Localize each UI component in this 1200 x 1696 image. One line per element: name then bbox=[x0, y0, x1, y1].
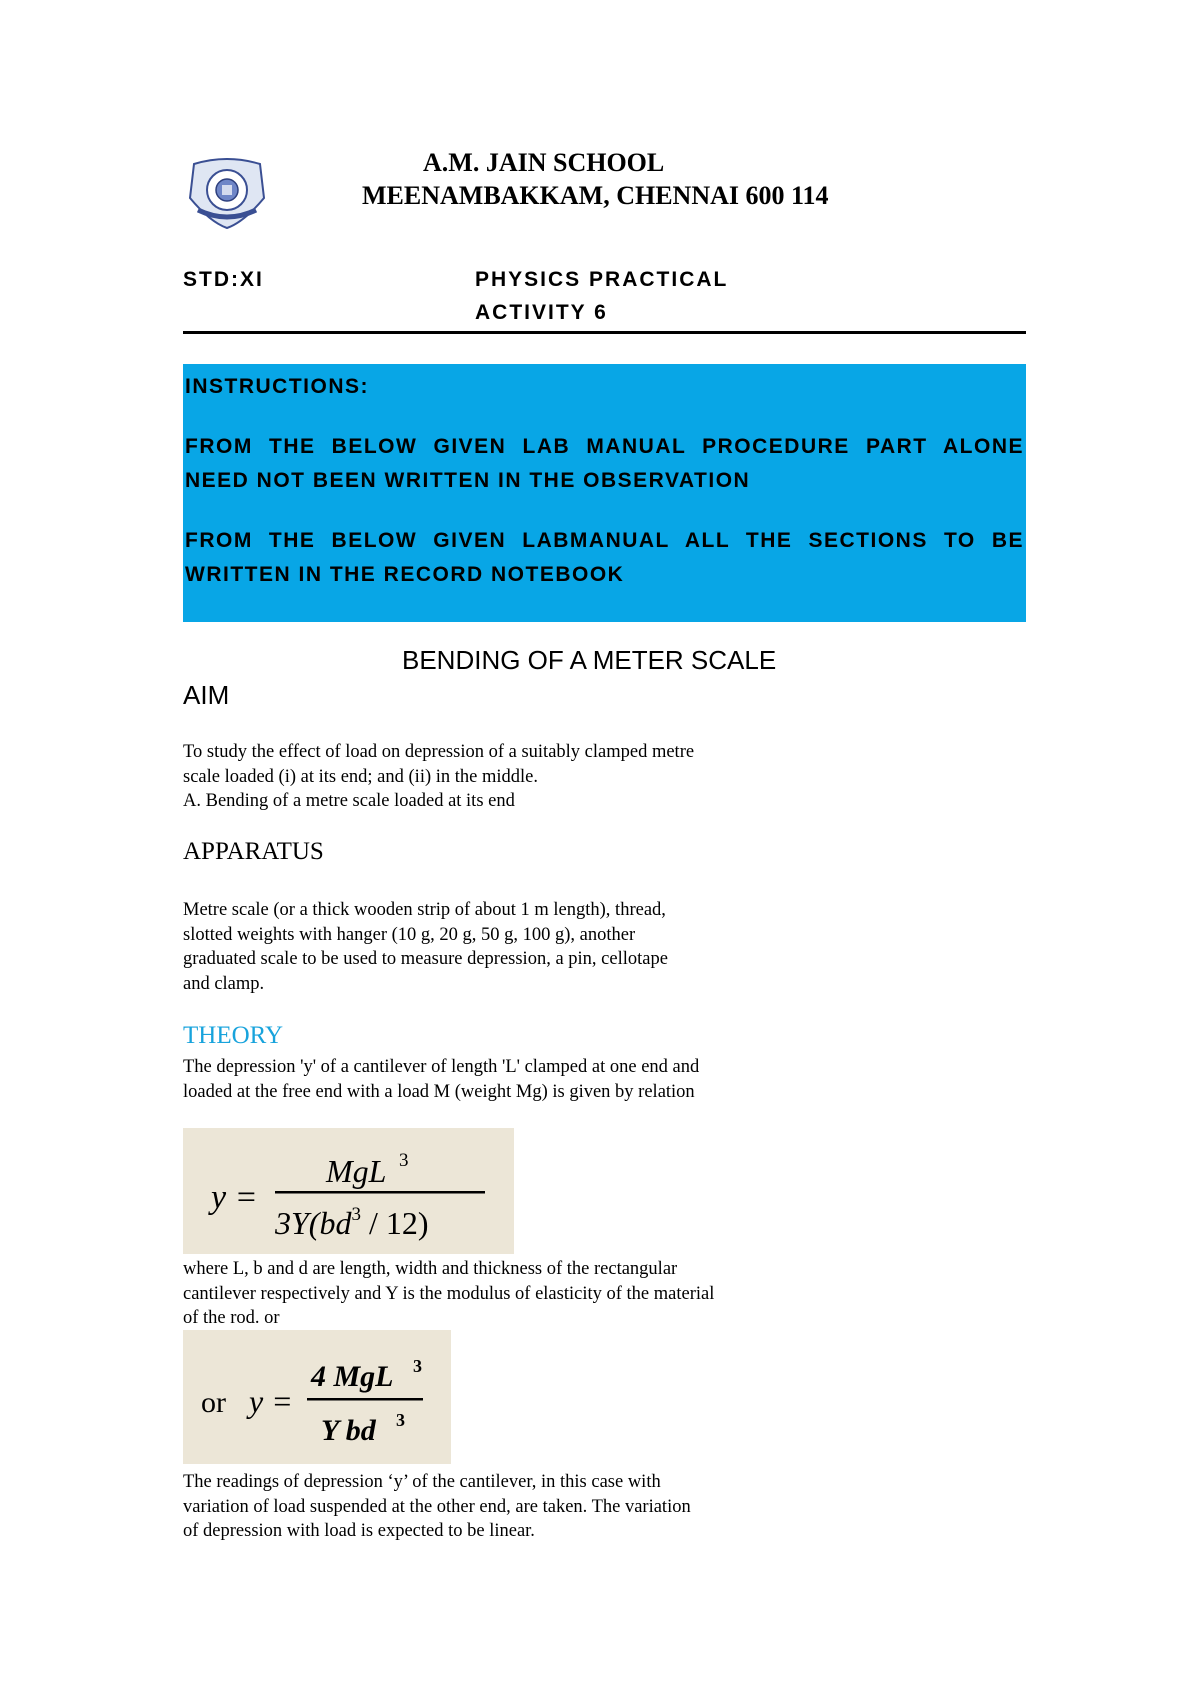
equation-numerator-exponent: 3 bbox=[399, 1150, 409, 1171]
school-address: MEENAMBAKKAM, CHENNAI 600 114 bbox=[362, 181, 829, 210]
aim-heading: AIM bbox=[183, 680, 230, 710]
header-divider bbox=[183, 331, 1026, 334]
fraction-bar bbox=[275, 1191, 485, 1194]
instructions-box bbox=[183, 364, 1026, 622]
school-name: A.M. JAIN SCHOOL bbox=[423, 148, 665, 177]
readings-line: variation of load suspended at the other end, are taken. The variation bbox=[183, 1496, 691, 1517]
equation-denominator-exponent: 3 bbox=[396, 1410, 405, 1430]
theory-paragraph bbox=[183, 1055, 699, 1104]
equation-numerator-exponent: 3 bbox=[413, 1356, 422, 1376]
instruction-record: FROM THE BELOW GIVEN LABMANUAL ALL THE SECTIONS TO BE WRITTEN IN THE RECORD NOTEBOOK bbox=[185, 529, 1024, 586]
school-crest-icon bbox=[184, 158, 270, 230]
fraction-bar bbox=[307, 1398, 423, 1401]
equation-lhs: y = bbox=[249, 1383, 293, 1419]
where-paragraph bbox=[183, 1257, 714, 1331]
document-title: BENDING OF A METER SCALE bbox=[402, 645, 777, 675]
instructions-title: INSTRUCTIONS: bbox=[185, 375, 369, 398]
activity-label: ACTIVITY 6 bbox=[475, 301, 608, 324]
equation-denominator: Y bd bbox=[321, 1414, 376, 1447]
apparatus-line: graduated scale to be used to measure depression, a pin, cellotape bbox=[183, 949, 668, 969]
theory-line: The depression 'y' of a cantilever of length 'L' clamped at one end and bbox=[183, 1057, 700, 1077]
readings-line: The readings of depression ‘y’ of the cantilever, in this case with bbox=[183, 1472, 661, 1492]
aim-line: scale loaded (i) at its end; and (ii) in the middle. bbox=[183, 766, 538, 787]
equation-numerator: MgL bbox=[326, 1153, 387, 1189]
theory-line: loaded at the free end with a load M (weight Mg) is given by relation bbox=[183, 1081, 695, 1102]
standard-label: STD:XI bbox=[183, 268, 264, 291]
equation-prefix: or bbox=[201, 1386, 226, 1419]
readings-line: of depression with load is expected to be linear. bbox=[183, 1521, 535, 1541]
aim-line: A. Bending of a metre scale loaded at its end bbox=[183, 791, 515, 811]
aim-paragraph bbox=[183, 740, 694, 814]
cantilever-equation-simplified bbox=[183, 1330, 451, 1464]
aim-line: To study the effect of load on depression of a suitably clamped metre bbox=[183, 742, 695, 762]
apparatus-paragraph bbox=[183, 898, 668, 996]
equation-denominator: $3Y(bd^3 / 12)$ bbox=[275, 1204, 429, 1241]
equation-numerator: 4 MgL bbox=[311, 1360, 394, 1393]
equation-lhs: y = bbox=[211, 1179, 258, 1216]
apparatus-heading: APPARATUS bbox=[183, 838, 324, 865]
cantilever-equation bbox=[183, 1128, 514, 1254]
apparatus-line: Metre scale (or a thick wooden strip of about 1 m length), thread, bbox=[183, 900, 666, 920]
apparatus-line: slotted weights with hanger (10 g, 20 g, 50 g, 100 g), another bbox=[183, 924, 636, 945]
where-line: where L, b and d are length, width and thickness of the rectangular bbox=[183, 1259, 678, 1279]
readings-paragraph bbox=[183, 1470, 691, 1544]
instruction-observation: FROM THE BELOW GIVEN LAB MANUAL PROCEDURE PART ALONE NEED NOT BEEN WRITTEN IN THE OBSERVATION bbox=[185, 435, 1024, 492]
where-line: cantilever respectively and Y is the modulus of elasticity of the material bbox=[183, 1283, 715, 1304]
theory-heading: THEORY bbox=[183, 1022, 283, 1049]
subject-label: PHYSICS PRACTICAL bbox=[475, 268, 729, 291]
apparatus-line: and clamp. bbox=[183, 973, 265, 994]
where-line: of the rod. or bbox=[183, 1308, 280, 1328]
